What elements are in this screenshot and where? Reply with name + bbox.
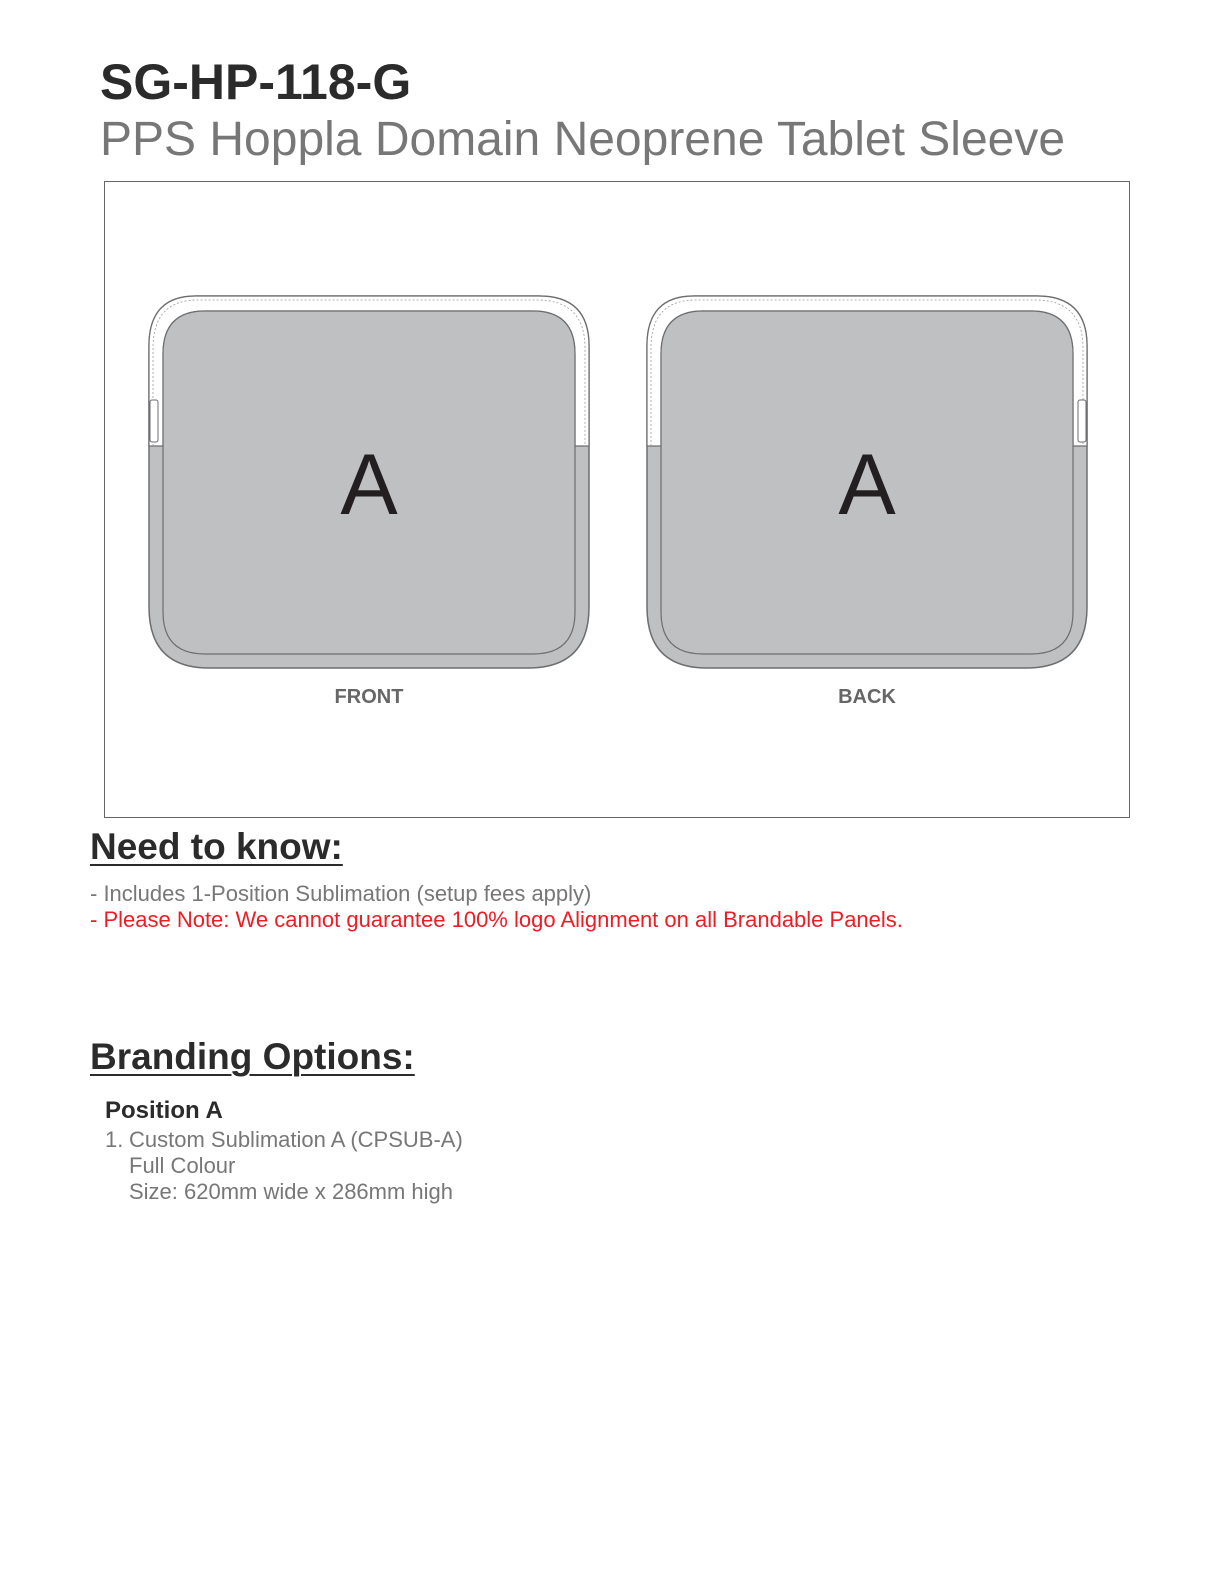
option-number: 1. — [105, 1127, 124, 1152]
need-to-know-heading: Need to know: — [90, 826, 343, 867]
product-name: PPS Hoppla Domain Neoprene Tablet Sleeve — [100, 113, 1066, 166]
position-a-title: Position A — [105, 1097, 223, 1124]
front-sleeve-illustration — [149, 296, 589, 668]
back-position-letter: A — [838, 437, 896, 533]
note-alignment-warning: - Please Note: We cannot guarantee 100% logo Alignment on all Brandable Panels. — [90, 907, 903, 932]
sleeve-drawings — [105, 182, 1129, 817]
product-code: SG-HP-118-G — [100, 54, 412, 110]
option-name: Custom Sublimation A (CPSUB-A) — [129, 1127, 463, 1152]
front-view-label: FRONT — [334, 686, 404, 708]
option-row — [105, 1127, 463, 1153]
back-view-label: BACK — [838, 686, 896, 708]
back-sleeve-illustration — [647, 296, 1087, 668]
front-zip-pull-icon — [150, 400, 158, 442]
branding-option-list — [105, 1127, 463, 1205]
front-position-letter: A — [340, 437, 398, 533]
note-sublimation: - Includes 1-Position Sublimation (setup fees apply) — [90, 881, 592, 906]
product-image-panel — [104, 181, 1130, 818]
back-zip-pull-icon — [1078, 400, 1086, 442]
option-size: Size: 620mm wide x 286mm high — [129, 1179, 454, 1204]
option-colour: Full Colour — [129, 1153, 236, 1178]
branding-options-heading: Branding Options: — [90, 1036, 415, 1077]
